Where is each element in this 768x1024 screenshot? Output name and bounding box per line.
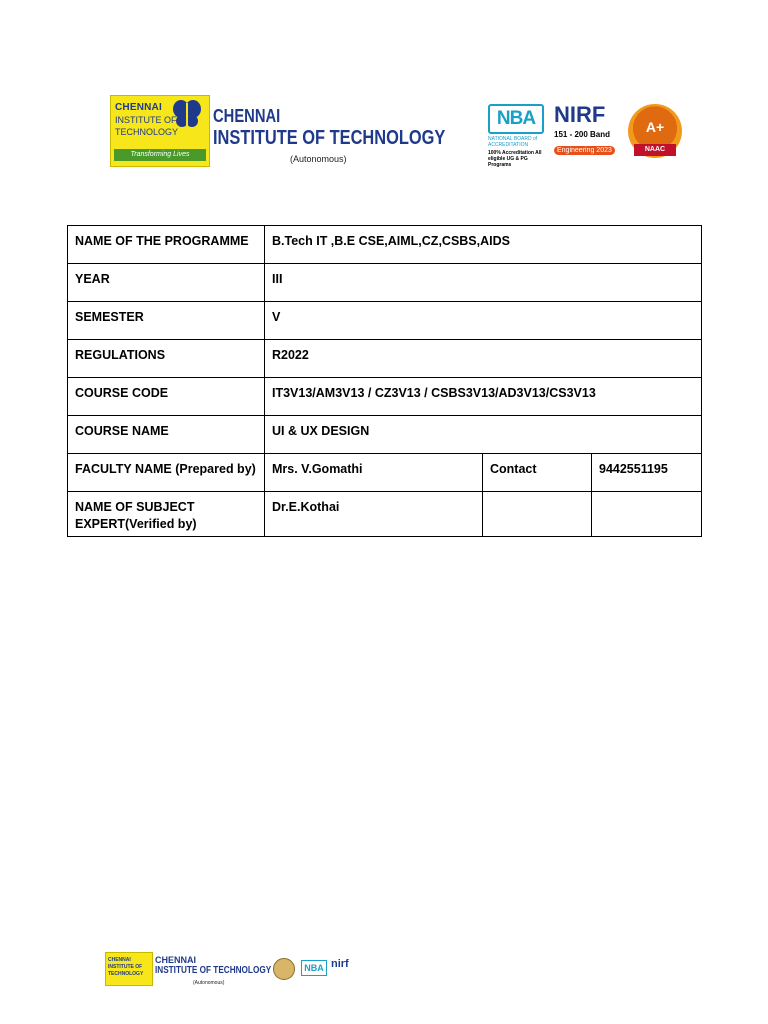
naac-grade: A+ (645, 119, 665, 135)
nirf-logo (554, 104, 624, 157)
faculty-value: Mrs. V.Gomathi (265, 454, 483, 492)
autonomous-label: (Autonomous) (290, 154, 347, 164)
badge-line-1: CHENNAI (115, 102, 162, 113)
nirf-title: NIRF (554, 102, 606, 127)
footer-badge-line-1: CHENNAI (108, 957, 131, 963)
nba-subtitle: NATIONAL BOARD of ACCREDITATION (488, 136, 538, 148)
course-info-table (67, 225, 702, 537)
table-row (68, 302, 702, 340)
row-value: B.Tech IT ,B.E CSE,AIML,CZ,CSBS,AIDS (265, 226, 702, 264)
empty-cell (483, 492, 592, 537)
naac-label: NAAC (634, 144, 676, 156)
row-value: R2022 (265, 340, 702, 378)
row-value: UI & UX DESIGN (265, 416, 702, 454)
badge-line-2: INSTITUTE OF (115, 115, 177, 125)
institute-logo (110, 95, 446, 169)
empty-cell (592, 492, 702, 537)
footer-institute-badge (105, 952, 153, 986)
institute-name-line-1: CHENNAI (213, 106, 281, 126)
nirf-year: Engineering 2023 (554, 146, 615, 155)
table-row (68, 454, 702, 492)
row-label: COURSE CODE (68, 378, 265, 416)
table-row (68, 378, 702, 416)
table-row (68, 416, 702, 454)
university-seal-icon (273, 958, 295, 980)
row-label: NAME OF THE PROGRAMME (68, 226, 265, 264)
nba-accreditation-note: 100% Accreditation All eligible UG & PG Programs (488, 150, 542, 168)
expert-label: NAME OF SUBJECT EXPERT(Verified by) (68, 492, 265, 537)
footer-logos (105, 950, 365, 990)
nba-logo: NBA (488, 104, 544, 134)
footer-name-line-1: CHENNAI (155, 955, 197, 965)
nirf-band: 151 - 200 Band (554, 130, 611, 139)
row-value: IT3V13/AM3V13 / CZ3V13 / CSBS3V13/AD3V13/CS3V13 (265, 378, 702, 416)
footer-nirf-logo: nirf (331, 958, 349, 970)
footer-nba-logo: NBA (301, 960, 327, 976)
row-label: COURSE NAME (68, 416, 265, 454)
institute-name-line-2: INSTITUTE OF TECHNOLOGY (213, 127, 446, 149)
expert-value: Dr.E.Kothai (265, 492, 483, 537)
table-row (68, 264, 702, 302)
row-label: SEMESTER (68, 302, 265, 340)
badge-line-3: TECHNOLOGY (115, 127, 179, 137)
contact-value: 9442551195 (592, 454, 702, 492)
accreditation-logos (488, 104, 688, 168)
footer-badge-line-3: TECHNOLOGY (108, 971, 144, 977)
institute-badge (110, 95, 210, 167)
footer-badge-line-2: INSTITUTE OF (108, 964, 143, 970)
row-value: V (265, 302, 702, 340)
footer-name-line-2: INSTITUTE OF TECHNOLOGY (155, 965, 272, 976)
row-label: YEAR (68, 264, 265, 302)
row-label: REGULATIONS (68, 340, 265, 378)
table-row (68, 226, 702, 264)
faculty-label: FACULTY NAME (Prepared by) (68, 454, 265, 492)
badge-tagline: Transforming Lives (114, 149, 206, 161)
contact-label: Contact (483, 454, 592, 492)
footer-autonomous-label: (Autonomous) (193, 980, 225, 986)
table-row (68, 340, 702, 378)
row-value: III (265, 264, 702, 302)
table-row (68, 492, 702, 537)
institute-name (213, 107, 496, 148)
naac-seal (628, 104, 682, 158)
butterfly-icon (171, 99, 203, 129)
